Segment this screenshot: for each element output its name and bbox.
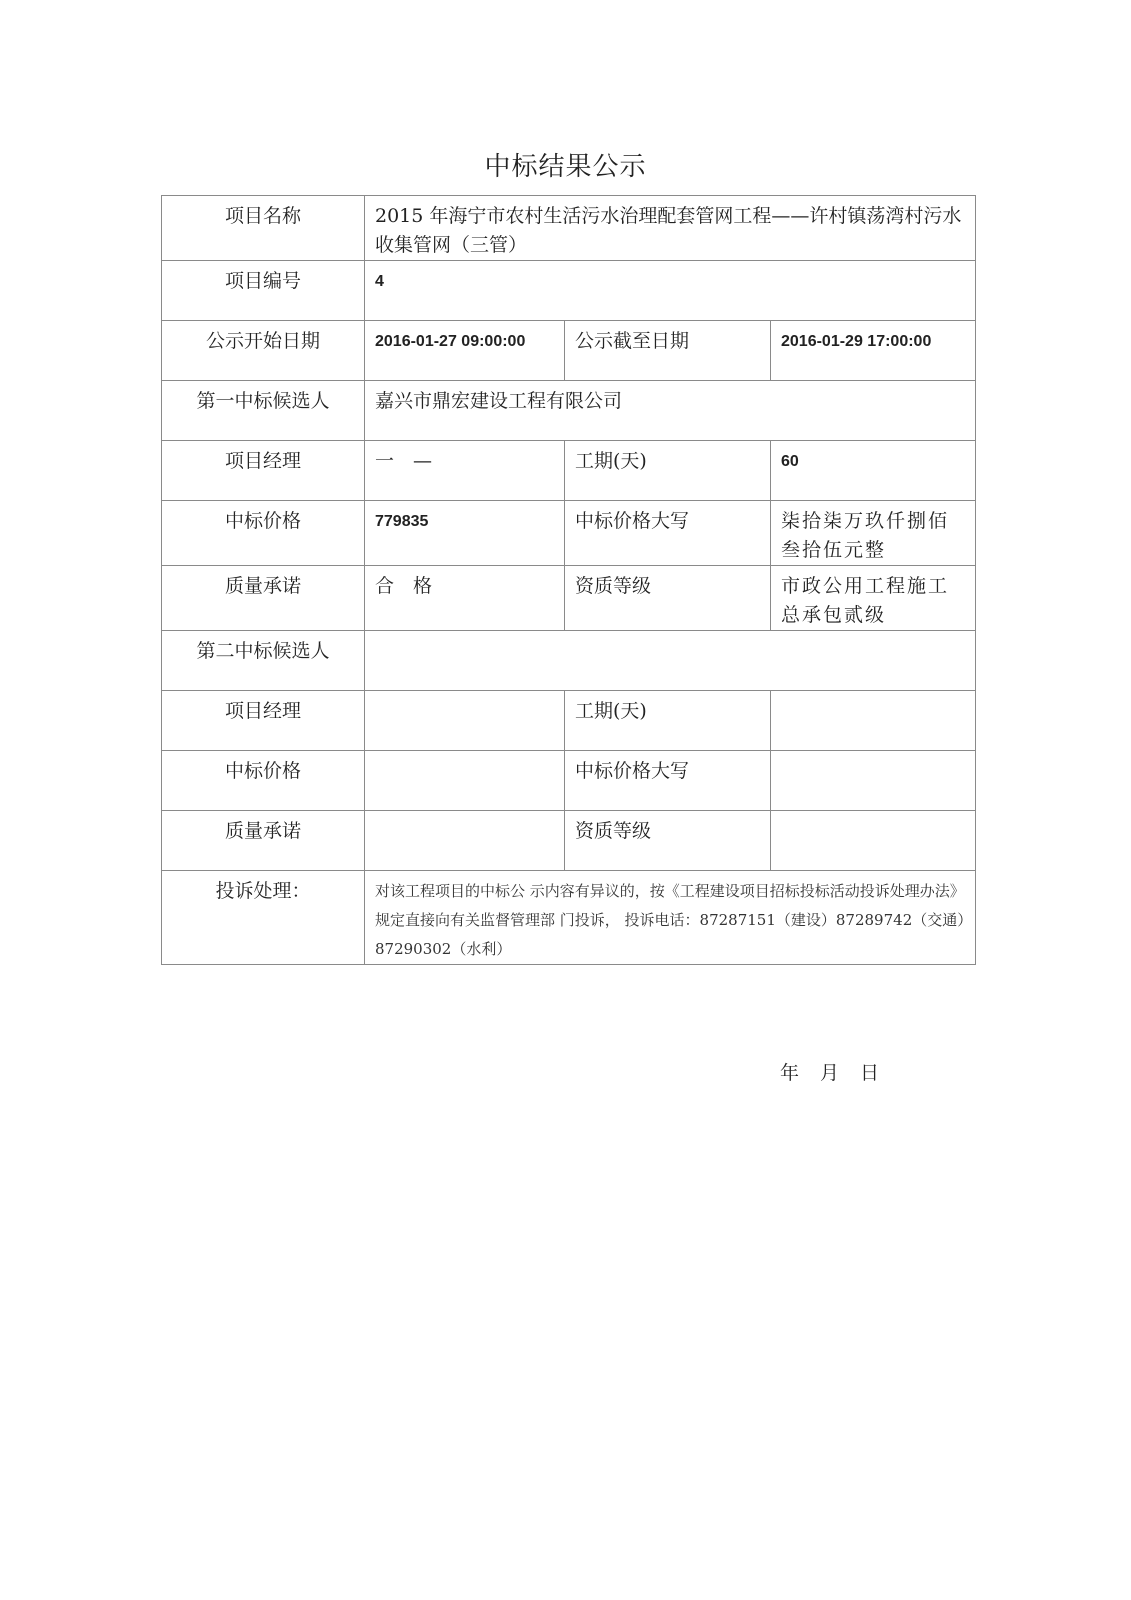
first-manager-value: 一 — [365,441,565,501]
first-quality-value: 合 格 [365,566,565,631]
row-second-manager [162,691,976,751]
first-manager-label: 项目经理 [162,441,365,501]
second-manager-label: 项目经理 [162,691,365,751]
row-project-name [162,196,976,261]
project-name-label: 项目名称 [162,196,365,261]
row-first-manager [162,441,976,501]
complaint-label: 投诉处理： [162,871,365,965]
second-candidate-value [365,631,976,691]
page-title: 中标结果公示 [484,152,647,182]
first-qualification-label: 资质等级 [565,566,771,631]
second-price-value [365,751,565,811]
second-quality-value [365,811,565,871]
row-first-candidate [162,381,976,441]
second-qualification-value [771,811,976,871]
notice-end-value: 2016-01-29 17:00:00 [771,321,976,381]
second-manager-value [365,691,565,751]
second-price-upper-label: 中标价格大写 [565,751,771,811]
second-period-value [771,691,976,751]
first-price-label: 中标价格 [162,501,365,566]
second-qualification-label: 资质等级 [565,811,771,871]
row-second-quality [162,811,976,871]
row-first-quality [162,566,976,631]
notice-start-value: 2016-01-27 09:00:00 [365,321,565,381]
second-candidate-label: 第二中标候选人 [162,631,365,691]
first-candidate-value: 嘉兴市鼎宏建设工程有限公司 [365,381,976,441]
first-qualification-value: 市政公用工程施工总承包贰级 [771,566,976,631]
second-price-label: 中标价格 [162,751,365,811]
row-second-price [162,751,976,811]
first-period-label: 工期(天) [565,441,771,501]
complaint-text: 对该工程项目的中标公 示内容有异议的，按《工程建设项目招标投标活动投诉处理办法》 规定直接向有关监督管理部 门投诉， 投诉电话：87287151（建设）87289742（交通）87290302（水利） [365,871,976,965]
project-no-label: 项目编号 [162,261,365,321]
date-line: 年 月 日 [780,1062,881,1084]
first-price-upper-value: 柒拾柒万玖仟捌佰叁拾伍元整 [771,501,976,566]
bid-result-table [161,195,976,965]
row-notice-dates [162,321,976,381]
first-quality-label: 质量承诺 [162,566,365,631]
first-price-value: 779835 [365,501,565,566]
first-price-upper-label: 中标价格大写 [565,501,771,566]
first-candidate-label: 第一中标候选人 [162,381,365,441]
second-period-label: 工期(天) [565,691,771,751]
second-price-upper-value [771,751,976,811]
row-second-candidate [162,631,976,691]
notice-end-label: 公示截至日期 [565,321,771,381]
project-name-value: 2015 年海宁市农村生活污水治理配套管网工程——许村镇荡湾村污水收集管网（三管） [365,196,976,261]
row-complaint [162,871,976,965]
first-period-value: 60 [771,441,976,501]
second-quality-label: 质量承诺 [162,811,365,871]
notice-start-label: 公示开始日期 [162,321,365,381]
row-project-no [162,261,976,321]
row-first-price [162,501,976,566]
project-no-value: 4 [365,261,976,321]
